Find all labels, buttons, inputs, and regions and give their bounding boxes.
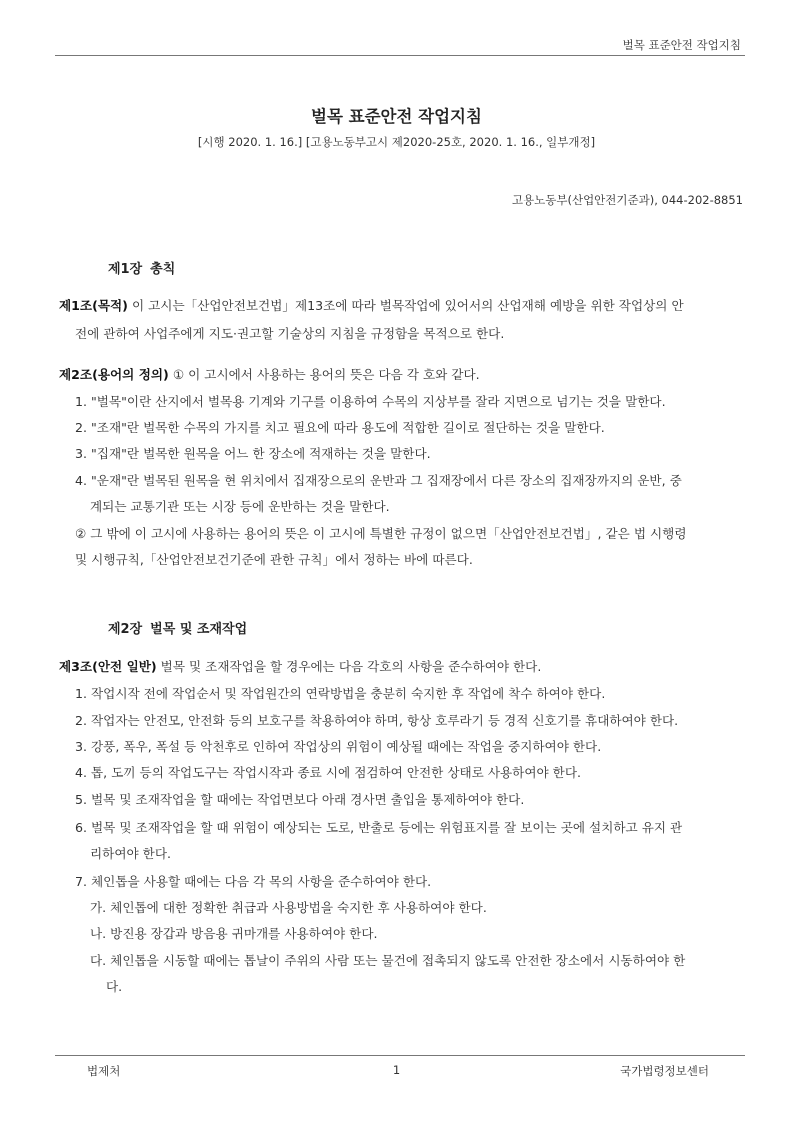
- article-3-item-7: 7. 체인톱을 사용할 때에는 다음 각 목의 사항을 준수하여야 한다.: [75, 874, 432, 889]
- article-2-item-2: 2. "조재"란 벌목한 수목의 가지를 치고 필요에 따라 용도에 적합한 길이로 절단하는 것을 말한다.: [75, 420, 605, 435]
- article-3-intro: 벌목 및 조재작업을 할 경우에는 다음 각호의 사항을 준수하여야 한다.: [156, 659, 542, 674]
- article-3-subitem-b: 나. 방진용 장갑과 방음용 귀마개를 사용하여야 한다.: [90, 926, 378, 941]
- page-number: 1: [392, 1063, 401, 1077]
- footer-publisher: 국가법령정보센터: [620, 1064, 709, 1078]
- article-3-line-1: [59, 656, 541, 675]
- article-3-item-3: 3. 강풍, 폭우, 폭설 등 악천후로 인하여 작업상의 위험이 예상될 때에는 작업을 중지하여야 한다.: [75, 739, 602, 754]
- chapter-1-heading: [108, 258, 175, 277]
- article-3-subitem-c-line-2: 다.: [106, 979, 123, 994]
- article-2-item-4-line-2: 계되는 교통기관 또는 시장 등에 운반하는 것을 말한다.: [90, 499, 390, 514]
- article-3-item-5: 5. 벌목 및 조재작업을 할 때에는 작업면보다 아래 경사면 출입을 통제하여야 한다.: [75, 792, 525, 807]
- article-2-para-2-line-2: 및 시행규칙,「산업안전보건기준에 관한 규칙」에서 정하는 바에 따른다.: [75, 552, 473, 567]
- agency-contact: 고용노동부(산업안전기준과), 044-202-8851: [511, 193, 743, 207]
- article-3-item-1: 1. 작업시작 전에 작업순서 및 작업원간의 연락방법을 충분히 숙지한 후 작업에 착수 하여야 한다.: [75, 686, 606, 701]
- article-2-intro: ① 이 고시에서 사용하는 용어의 뜻은 다음 각 호와 같다.: [168, 367, 480, 382]
- article-1-line-2: 전에 관하여 사업주에게 지도·권고할 기술상의 지침을 규정함을 목적으로 한다.: [75, 326, 505, 341]
- article-1-text: 이 고시는「산업안전보건법」제13조에 따라 벌목작업에 있어서의 산업재해 예방을 위한 작업상의 안: [127, 298, 684, 313]
- chapter-number: 제2장: [108, 622, 143, 637]
- enforcement-info: [시행 2020. 1. 16.] [고용노동부고시 제2020-25호, 2020. 1. 16., 일부개정]: [197, 135, 596, 149]
- chapter-number: 제1장: [108, 262, 143, 277]
- article-1-heading: 제1조(목적): [59, 298, 128, 313]
- running-header: 벌목 표준안전 작업지침: [622, 38, 741, 52]
- article-2-heading: 제2조(용어의 정의): [59, 367, 169, 382]
- article-2-line-1: [59, 364, 480, 383]
- article-3-item-2: 2. 작업자는 안전모, 안전화 등의 보호구를 착용하여야 하며, 항상 호루라기 등 경적 신호기를 휴대하여야 한다.: [75, 713, 679, 728]
- chapter-title: 벌목 및 조재작업: [150, 622, 248, 637]
- chapter-2-heading: [108, 618, 247, 637]
- chapter-title: 총칙: [150, 262, 176, 277]
- article-3-item-4: 4. 톱, 도끼 등의 작업도구는 작업시작과 종료 시에 점검하여 안전한 상태로 사용하여야 한다.: [75, 765, 582, 780]
- article-2-item-4-line-1: 4. "운재"란 벌목된 원목을 현 위치에서 집재장으로의 운반과 그 집재장에서 다른 장소의 집재장까지의 운반, 중: [75, 473, 682, 488]
- article-3-subitem-a: 가. 체인톱에 대한 정확한 취급과 사용방법을 숙지한 후 사용하여야 한다.: [90, 900, 487, 915]
- article-2-item-3: 3. "집재"란 벌목한 원목을 어느 한 장소에 적재하는 것을 말한다.: [75, 446, 431, 461]
- article-3-item-6-line-2: 리하여야 한다.: [90, 846, 171, 861]
- header-divider: [55, 55, 745, 56]
- article-1-line-1: [59, 295, 684, 314]
- article-2-item-1: 1. "벌목"이란 산지에서 벌목용 기계와 기구를 이용하여 수목의 지상부를 잘라 지면으로 넘기는 것을 말한다.: [75, 394, 666, 409]
- footer-divider: [55, 1055, 745, 1056]
- article-3-subitem-c-line-1: 다. 체인톱을 시동할 때에는 톱날이 주위의 사람 또는 물건에 접촉되지 않도록 안전한 장소에서 시동하여야 한: [90, 953, 686, 968]
- article-3-item-6-line-1: 6. 벌목 및 조재작업을 할 때 위험이 예상되는 도로, 반출로 등에는 위험표지를 잘 보이는 곳에 설치하고 유지 관: [75, 820, 683, 835]
- document-title: 벌목 표준안전 작업지침: [311, 107, 482, 126]
- article-3-heading: 제3조(안전 일반): [59, 659, 157, 674]
- footer-source: 법제처: [87, 1064, 121, 1078]
- article-2-para-2-line-1: ② 그 밖에 이 고시에 사용하는 용어의 뜻은 이 고시에 특별한 규정이 없으면「산업안전보건법」, 같은 법 시행령: [75, 526, 687, 541]
